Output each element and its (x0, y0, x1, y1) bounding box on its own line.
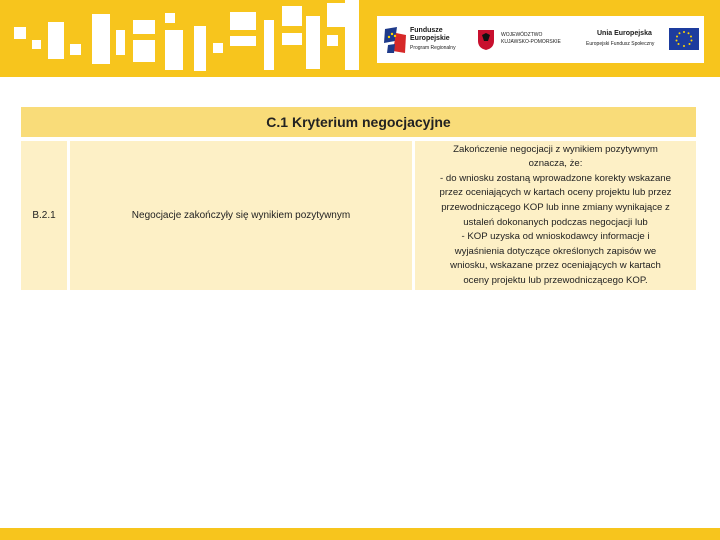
description-line: - KOP uzyska od wnioskodawcy informacje i (461, 231, 650, 243)
description-line: oznacza, że: (528, 158, 583, 170)
table-row (21, 141, 696, 290)
footer-band (0, 528, 720, 540)
criterion-code-cell (21, 141, 67, 290)
ue-line1: Unia Europejska (597, 30, 652, 37)
ue-line2: Europejski Fundusz Społeczny (586, 41, 655, 47)
fe-emblem-icon (383, 25, 407, 55)
unia-europejska-logo (585, 16, 701, 63)
fe-line3: Program Regionalny (410, 45, 456, 51)
criterion-code: B.2.1 (32, 210, 56, 221)
description-line: przez oceniających w kartach oceny projektu lub przez (439, 187, 672, 199)
logo-panel (377, 16, 704, 63)
wojewodztwo-logo (477, 16, 572, 63)
section-title-bar (21, 107, 696, 137)
fe-line2: Europejskie (410, 35, 450, 42)
criterion-name: Negocjacje zakończyły się wynikiem pozytywnym (131, 210, 351, 221)
description-line: Zakończenie negocjacji z wynikiem pozytywnym (453, 143, 658, 155)
description-line: wniosku, wskazane przez oceniających w kartach (450, 260, 661, 272)
criterion-description (440, 143, 672, 289)
section-title: C.1 Kryterium negocjacyjne (266, 114, 451, 130)
description-line: oceny projektu lub przewodniczącego KOP. (463, 274, 648, 286)
description-line: ustaleń dokonanych podczas negocjacji lub (463, 216, 648, 228)
decorative-squares (0, 0, 370, 77)
fe-line1: Fundusze (410, 27, 443, 34)
criterion-name-cell (70, 141, 412, 290)
eu-flag-icon (669, 28, 699, 50)
coat-of-arms-icon (477, 29, 495, 51)
description-line: przewodniczącego KOP lub inne zmiany wynikające z (441, 201, 670, 213)
header-band (0, 0, 720, 77)
woj-line1: WOJEWÓDZTWO (501, 32, 543, 38)
description-line: - do wniosku zostaną wprowadzone korekty wskazane (440, 172, 671, 184)
description-line: wyjaśnienia dotyczące określonych zapisów we (454, 245, 657, 257)
fundusze-europejskie-logo (383, 16, 463, 63)
criterion-description-cell (415, 141, 696, 290)
woj-line2: KUJAWSKO-POMORSKIE (501, 39, 561, 45)
